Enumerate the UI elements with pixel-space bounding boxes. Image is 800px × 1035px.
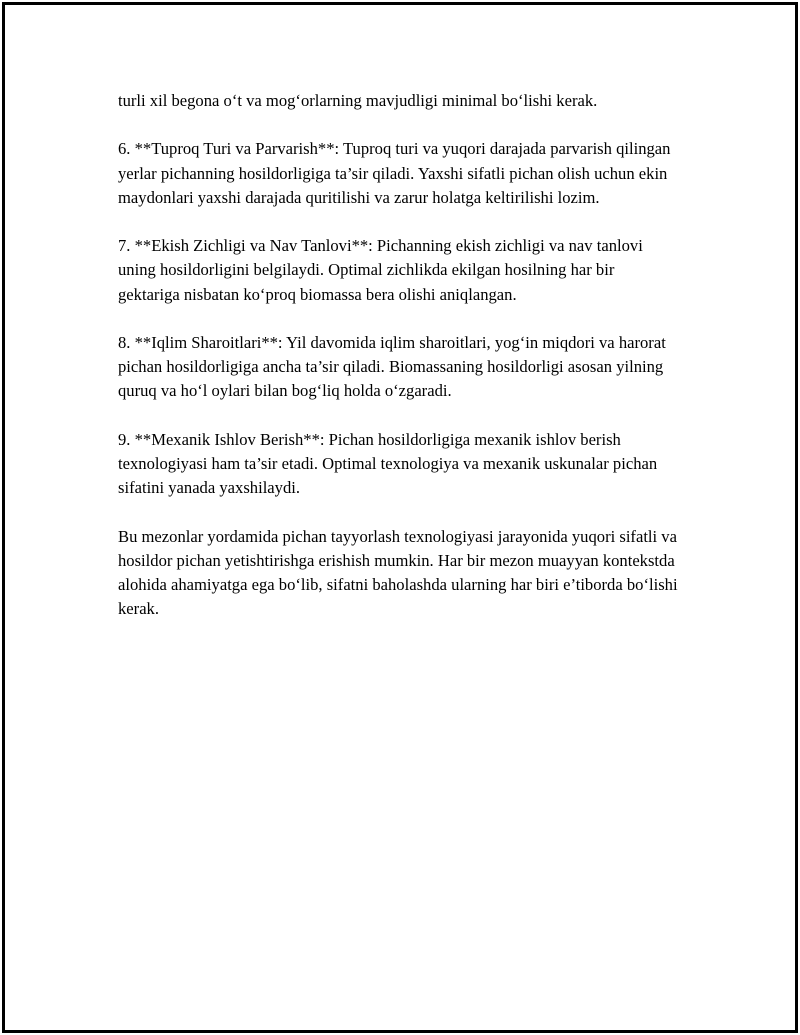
paragraph-continuation: turli xil begona o‘t va mog‘orlarning mavjudligi minimal bo‘lishi kerak. [118, 91, 598, 110]
paragraph-item-7: 7. **Ekish Zichligi va Nav Tanlovi**: Pichanning ekish zichligi va nav tanlovi uning hosildorligini belgilaydi. Optimal zichlikda ekilgan hosilning har bir gektariga nisbatan ko‘proq biomassa bera olishi aniqlangan. [118, 236, 643, 304]
paragraph-item-9: 9. **Mexanik Ishlov Berish**: Pichan hosildorligiga mexanik ishlov berish texnologiyasi ham ta’sir etadi. Optimal texnologiya va mexanik uskunalar pichan sifatini yanada yaxshilaydi. [118, 429, 658, 498]
paragraph-item-6: 6. **Tuproq Turi va Parvarish**: Tuproq turi va yuqori darajada parvarish qilingan yerlar pichanning hosildorligiga ta’sir qiladi. Yaxshi sifatli pichan olish uchun ekin maydonlari yaxshi darajada quritilishi va zarur holatga keltirilishi lozim. [118, 139, 671, 207]
paragraph-conclusion: Bu mezonlar yordamida pichan tayyorlash texnologiyasi jarayonida yuqori sifatli va hosildor pichan yetishtirishga erishish mumkin. Har bir mezon muayyan kontekstda alohida ahamiyatga ega bo‘lib, sifatni baholashda ularning har biri e’tiborda bo‘lishi kerak. [118, 526, 678, 619]
paragraph-item-8: 8. **Iqlim Sharoitlari**: Yil davomida iqlim sharoitlari, yog‘in miqdori va harorat pichan hosildorligiga ancha ta’sir qiladi. Biomassaning hosildorligi asosan yilning quruq va ho‘l oylari bilan bog‘liq holda o‘zgaradi. [118, 332, 666, 401]
document-body [118, 89, 678, 646]
